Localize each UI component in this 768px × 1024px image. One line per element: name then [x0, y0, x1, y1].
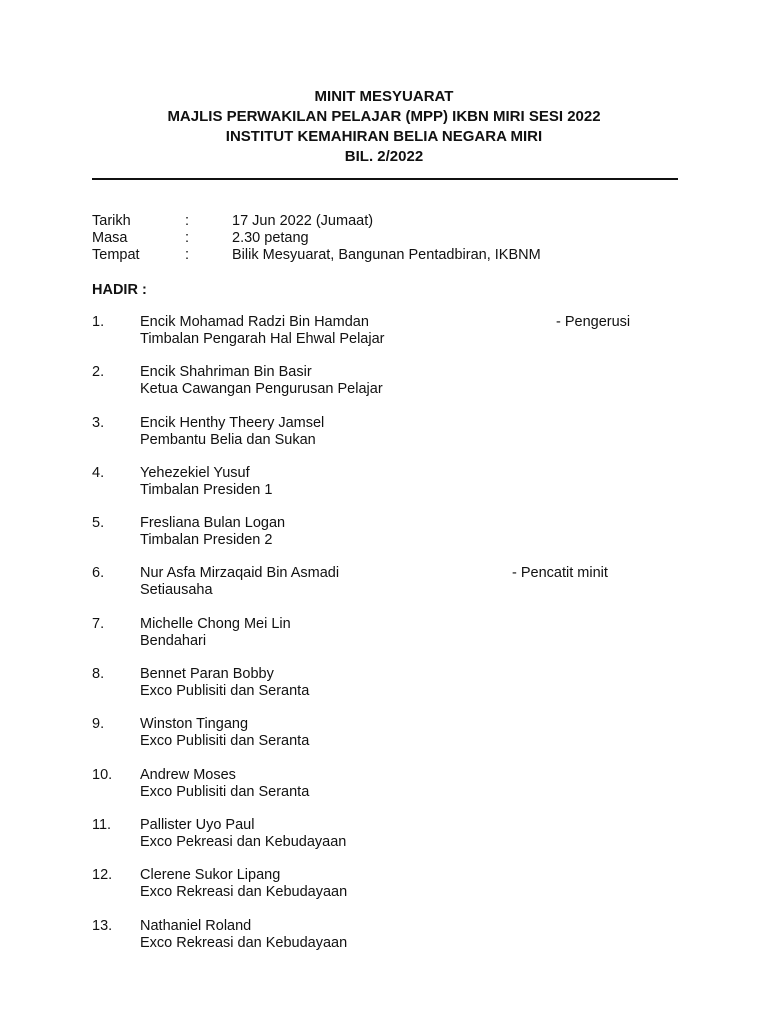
- list-item: [92, 867, 678, 917]
- list-item: [92, 817, 678, 867]
- tarikh-value: 17 Jun 2022 (Jumaat): [232, 213, 374, 229]
- hadir-heading: HADIR :: [92, 282, 147, 298]
- attendee-position: Exco Publisiti dan Seranta: [140, 783, 310, 800]
- item-number: 12.: [92, 867, 113, 884]
- attendee-position: Exco Publisiti dan Seranta: [140, 683, 310, 700]
- item-number: 11.: [92, 816, 112, 833]
- list-item: [92, 767, 678, 817]
- list-item: [92, 364, 678, 414]
- attendee-position: Exco Pekreasi dan Kebudayaan: [140, 833, 347, 850]
- title-line-2: MAJLIS PERWAKILAN PELAJAR (MPP) IKBN MIRI SESI 2022: [167, 108, 601, 125]
- attendee-name: Encik Henthy Theery Jamsel: [140, 414, 325, 431]
- attendee-name: Encik Shahriman Bin Basir: [140, 364, 312, 381]
- list-item: [92, 716, 678, 766]
- list-item: [92, 415, 678, 465]
- attendee-name: Pallister Uyo Paul: [140, 816, 255, 833]
- attendee-position: Exco Rekreasi dan Kebudayaan: [140, 884, 348, 901]
- attendee-name: Encik Mohamad Radzi Bin Hamdan: [140, 314, 369, 330]
- attendee-list: [92, 314, 678, 968]
- meeting-details: [92, 213, 678, 264]
- meta-row-tarikh: [92, 213, 678, 230]
- item-number: 4.: [92, 464, 105, 481]
- document-title: [0, 87, 768, 167]
- attendee-name: Bennet Paran Bobby: [140, 666, 274, 683]
- attendee-position: Pembantu Belia dan Sukan: [140, 431, 316, 448]
- attendee-role: - Pencatit minit: [512, 565, 608, 582]
- list-item: [92, 314, 678, 364]
- title-divider: [92, 178, 678, 180]
- attendee-name: Michelle Chong Mei Lin: [140, 615, 291, 632]
- tempat-label: Tempat: [92, 247, 140, 263]
- attendee-position: Timbalan Pengarah Hal Ehwal Pelajar: [140, 331, 385, 347]
- attendee-name: Fresliana Bulan Logan: [140, 515, 286, 532]
- attendee-name: Yehezekiel Yusuf: [140, 464, 250, 481]
- attendee-name: Winston Tingang: [140, 716, 249, 733]
- title-line-3: INSTITUT KEMAHIRAN BELIA NEGARA MIRI: [225, 128, 543, 145]
- item-number: 7.: [92, 615, 105, 632]
- item-number: 3.: [92, 414, 105, 431]
- attendee-position: Ketua Cawangan Pengurusan Pelajar: [140, 381, 383, 398]
- item-number: 5.: [92, 515, 105, 532]
- attendee-position: Timbalan Presiden 1: [140, 481, 273, 498]
- attendee-position: Bendahari: [140, 632, 207, 649]
- list-item: [92, 515, 678, 565]
- item-number: 6.: [92, 565, 105, 582]
- attendee-name: Clerene Sukor Lipang: [140, 867, 281, 884]
- item-number: 9.: [92, 716, 105, 733]
- meta-row-tempat: [92, 247, 678, 264]
- attendee-position: Timbalan Presiden 2: [140, 532, 273, 549]
- list-item: [92, 616, 678, 666]
- tarikh-label: Tarikh: [92, 213, 131, 229]
- masa-label: Masa: [92, 230, 128, 246]
- attendee-name: Nathaniel Roland: [140, 917, 252, 934]
- list-item: [92, 465, 678, 515]
- attendee-position: Exco Rekreasi dan Kebudayaan: [140, 934, 348, 951]
- item-number: 13.: [92, 917, 113, 934]
- list-item: [92, 918, 678, 968]
- title-line-1: MINIT MESYUARAT: [314, 88, 454, 105]
- tempat-value: Bilik Mesyuarat, Bangunan Pentadbiran, IKBNM: [232, 247, 541, 263]
- attendee-role: - Pengerusi: [556, 314, 631, 330]
- item-number: 2.: [92, 364, 105, 381]
- attendee-position: Setiausaha: [140, 582, 213, 599]
- meta-row-masa: [92, 230, 678, 247]
- attendee-name: Nur Asfa Mirzaqaid Bin Asmadi: [140, 565, 340, 582]
- masa-colon: :: [185, 230, 190, 246]
- tarikh-colon: :: [185, 213, 190, 229]
- list-item: [92, 565, 678, 615]
- masa-value: 2.30 petang: [232, 230, 309, 246]
- list-item: [92, 666, 678, 716]
- attendee-position: Exco Publisiti dan Seranta: [140, 733, 310, 750]
- item-number: 8.: [92, 666, 105, 683]
- item-number: 1.: [92, 314, 105, 330]
- attendee-name: Andrew Moses: [140, 766, 236, 783]
- item-number: 10.: [92, 766, 113, 783]
- title-line-4: BIL. 2/2022: [344, 148, 424, 165]
- tempat-colon: :: [185, 247, 190, 263]
